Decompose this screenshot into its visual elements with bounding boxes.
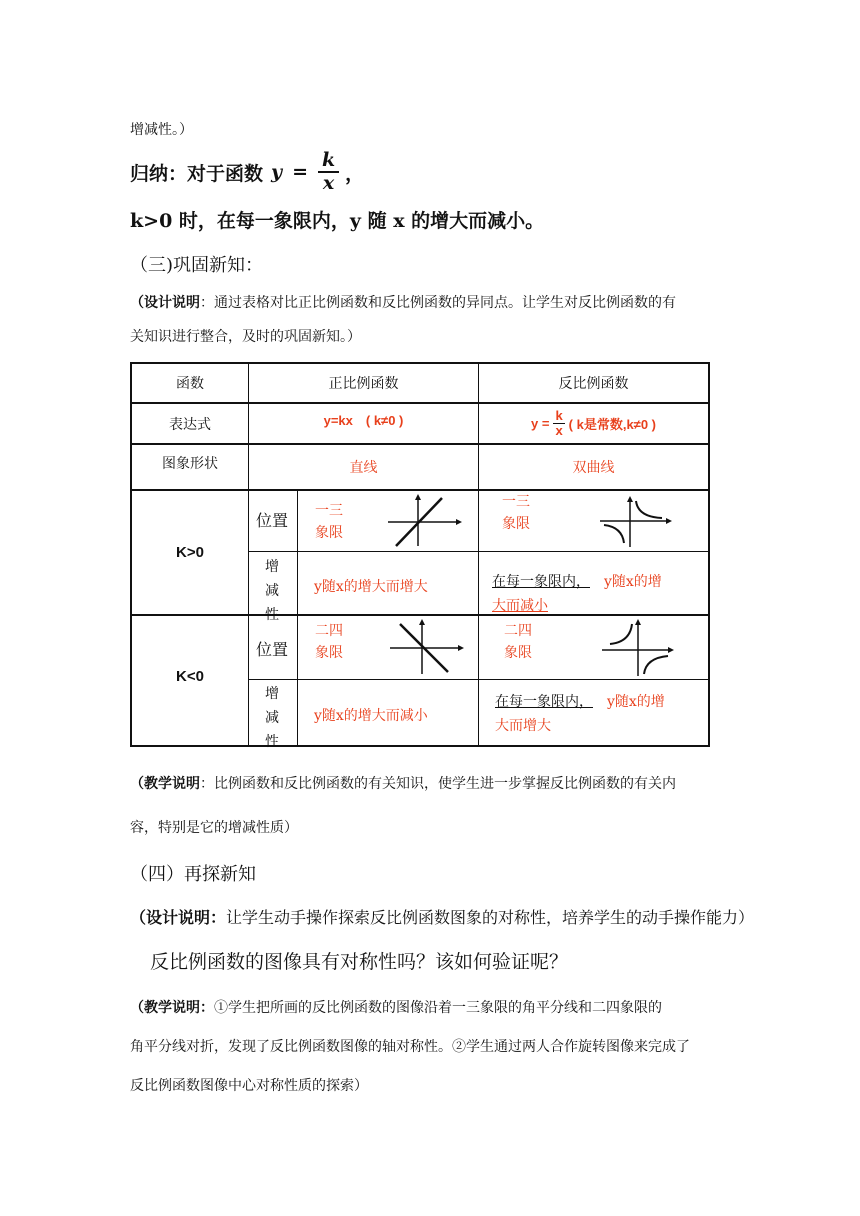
direct-expression: y=kx ( k≠0 ) bbox=[323, 412, 404, 428]
inverse-expression bbox=[479, 404, 708, 443]
kneg-direct-quadrant bbox=[315, 620, 343, 664]
quadrant-line-2: 象限 bbox=[315, 525, 343, 541]
formula-comma: ， bbox=[345, 162, 365, 185]
kpos-position-label: 位置 bbox=[256, 511, 289, 530]
teaching-note1-colon: ： bbox=[200, 776, 214, 792]
teaching-note2-label: （教学说明： bbox=[130, 1000, 214, 1016]
mono-char-2: 减 bbox=[265, 583, 279, 599]
direct-shape: 直线 bbox=[349, 460, 378, 476]
monotonic-prefix: 在每一象限内， bbox=[495, 694, 593, 710]
mono-char-1: 增 bbox=[265, 559, 279, 575]
kpos-inverse-quadrant bbox=[502, 491, 530, 535]
quadrant-line-2: 象限 bbox=[315, 645, 343, 661]
monotonic-red-part1: y随x的增 bbox=[607, 694, 665, 710]
teaching-note1-line1: 比例函数和反比例函数的有关知识，使学生进一步掌握反比例函数的有关内 bbox=[214, 776, 676, 792]
formula-denominator: x bbox=[322, 172, 335, 194]
teaching-note2-line1: ①学生把所画的反比例函数的图像沿着一三象限的角平分线和二四象限的 bbox=[214, 1000, 662, 1016]
direct-graph-kneg-icon bbox=[386, 616, 466, 676]
kpos-direct-quadrant bbox=[315, 500, 343, 544]
formula-y: y bbox=[271, 161, 283, 183]
mono-char-3: 性 bbox=[265, 734, 279, 750]
inverse-expr-condition: ( k是常数,k≠0 ) bbox=[568, 417, 656, 432]
teaching-note2 bbox=[130, 997, 662, 1017]
quadrant-line-1: 一三 bbox=[502, 494, 530, 510]
summary-label: 归纳：对于函数 bbox=[130, 162, 264, 185]
design-note-line2: 关知识进行整合，及时的巩固新知。） bbox=[130, 329, 361, 345]
monotonic-prefix: 在每一象限内， bbox=[492, 574, 590, 590]
teaching-note2-line2: 角平分线对折，发现了反比例函数图像的轴对称性。②学生通过两人合作旋转图像来完成了 bbox=[130, 1039, 690, 1055]
mono-char-2: 减 bbox=[265, 710, 279, 726]
quadrant-line-2: 象限 bbox=[504, 645, 532, 661]
kpos-inverse-monotonic bbox=[492, 570, 662, 618]
quadrant-line-2: 象限 bbox=[502, 516, 530, 532]
row-label-shape: 图象形状 bbox=[162, 455, 218, 471]
kpos-label: K>0 bbox=[176, 544, 204, 561]
intro-line: 增减性。） bbox=[130, 122, 193, 138]
monotonic-red-part1: y随x的增 bbox=[604, 574, 662, 590]
kneg-inverse-monotonic bbox=[495, 690, 665, 738]
row-label-expression: 表达式 bbox=[169, 415, 211, 432]
kneg-position-label: 位置 bbox=[256, 640, 289, 659]
kneg-monotonic-label bbox=[262, 682, 282, 750]
kneg-label: K<0 bbox=[176, 667, 204, 685]
quadrant-line-1: 二四 bbox=[504, 623, 532, 639]
monotonic-red-part2: 大而增大 bbox=[495, 718, 551, 734]
monotonic-red-part2: 大而减小 bbox=[492, 598, 548, 614]
summary-statement: k>0 时，在每一象限内，y 随 x 的增大而减小。 bbox=[130, 210, 545, 232]
mono-char-3: 性 bbox=[265, 607, 279, 623]
section4-note-label: （设计说明： bbox=[130, 908, 227, 927]
inverse-expr-denominator: x bbox=[555, 423, 563, 438]
header-inverse: 反比例函数 bbox=[558, 375, 629, 391]
kpos-direct-monotonic: y随x的增大而增大 bbox=[314, 579, 428, 595]
teaching-note1-label: （教学说明 bbox=[130, 776, 200, 792]
section4-question: 反比例函数的图像具有对称性吗？该如何验证呢？ bbox=[150, 951, 569, 973]
quadrant-line-1: 二四 bbox=[315, 623, 343, 639]
teaching-note1-line2: 容，特别是它的增减性质） bbox=[130, 820, 298, 836]
teaching-note2-line3: 反比例函数图像中心对称性质的探索） bbox=[130, 1078, 368, 1094]
inverse-expr-fraction bbox=[553, 409, 564, 439]
section4-heading: （四）再探新知 bbox=[130, 864, 256, 885]
direct-graph-kpos-icon bbox=[380, 491, 460, 551]
kneg-inverse-quadrant bbox=[504, 620, 532, 664]
kneg-direct-monotonic: y随x的增大而减小 bbox=[314, 708, 428, 724]
section4-note bbox=[130, 905, 754, 928]
mono-char-1: 增 bbox=[265, 686, 279, 702]
kpos-monotonic-label bbox=[262, 555, 282, 623]
hyperbola-kpos-icon bbox=[596, 491, 676, 551]
header-function: 函数 bbox=[176, 375, 204, 391]
formula-numerator: k bbox=[318, 150, 339, 173]
design-note-colon: ： bbox=[200, 295, 214, 311]
quadrant-line-1: 一三 bbox=[315, 503, 343, 519]
section3-heading: （三)巩固新知： bbox=[130, 255, 264, 276]
formula-equals: = bbox=[292, 161, 308, 183]
inverse-shape: 双曲线 bbox=[572, 460, 615, 476]
design-note-line1: 通过表格对比正比例函数和反比例函数的异同点。让学生对反比例函数的有 bbox=[214, 295, 676, 311]
design-note-label: （设计说明 bbox=[130, 295, 200, 311]
teaching-note1 bbox=[130, 773, 676, 793]
inverse-expr-numerator: k bbox=[555, 407, 563, 423]
inverse-expr-y: y = bbox=[531, 416, 550, 431]
header-direct: 正比例函数 bbox=[328, 375, 399, 391]
section4-note-text: 让学生动手操作探索反比例函数图象的对称性，培养学生的动手操作能力） bbox=[226, 908, 755, 927]
hyperbola-kneg-icon bbox=[598, 616, 678, 678]
